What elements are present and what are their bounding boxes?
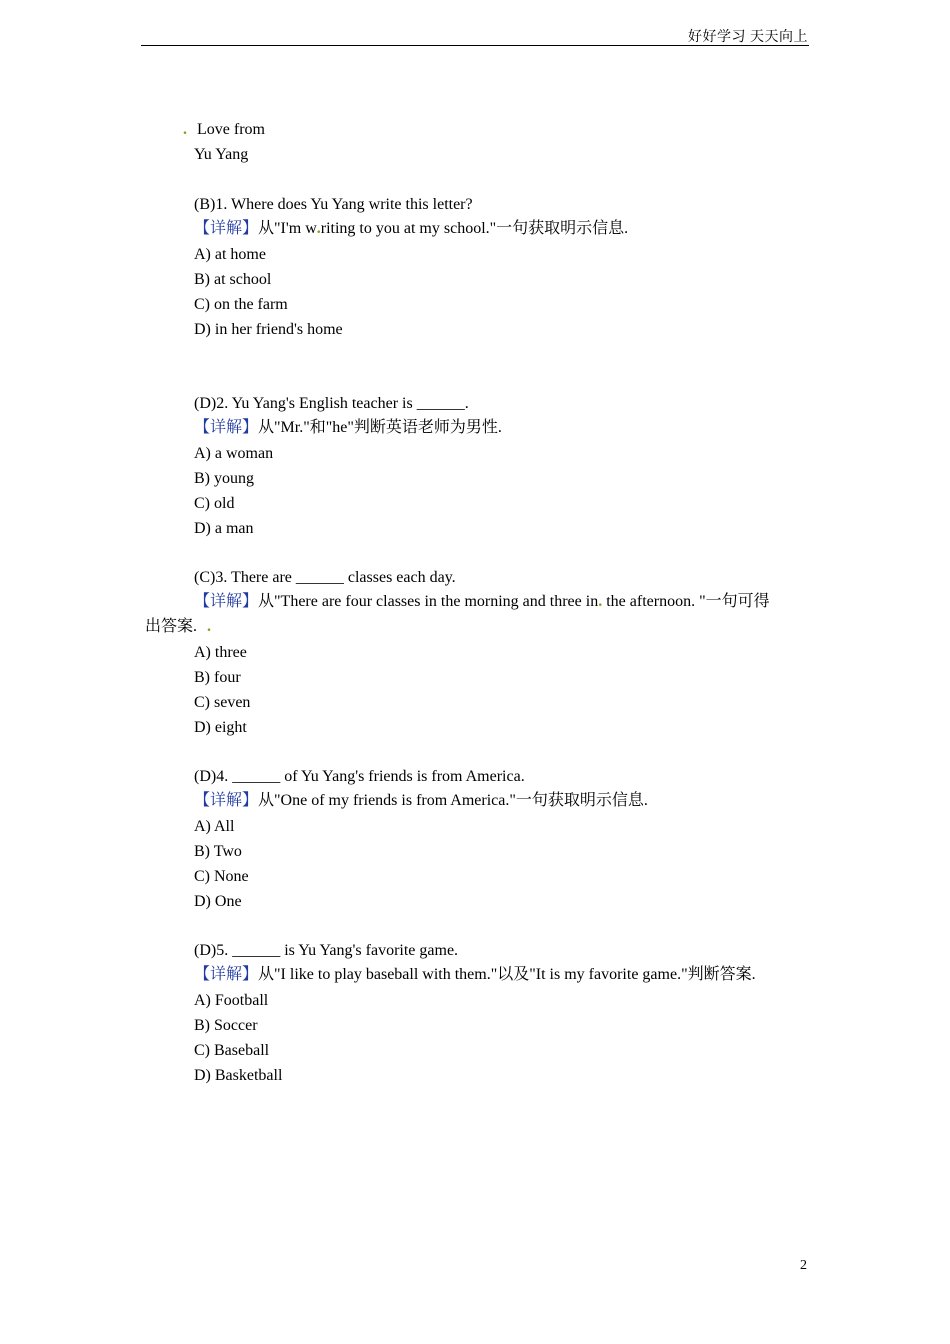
question-1-detail [194, 220, 628, 238]
question-1-option-b: B) at school [194, 271, 272, 288]
question-4-option-d: D) One [194, 893, 242, 910]
detail-tag: 【详解】 [194, 593, 259, 610]
question-4-option-a: A) All [194, 818, 235, 835]
header-motto: 好好学习 天天向上 [688, 30, 808, 45]
page-number: 2 [800, 1258, 807, 1273]
closing-line [183, 121, 265, 139]
detail-tag: 【详解】 [194, 792, 259, 809]
question-3-stem: (C)3. There are ______ classes each day. [194, 569, 456, 586]
question-5-detail [194, 966, 756, 984]
header-divider [141, 45, 809, 46]
detail-text: 从"One of my friends is from America."一句获取明示信息. [258, 792, 648, 809]
artifact-dot: . [207, 618, 212, 635]
question-5-stem: (D)5. ______ is Yu Yang's favorite game. [194, 942, 459, 959]
question-1-stem: (B)1. Where does Yu Yang write this letter? [194, 196, 473, 213]
detail-text: 从"Mr."和"he"判断英语老师为男性. [258, 419, 502, 436]
artifact-dot: . [183, 121, 187, 138]
artifact-dot: . [316, 220, 321, 237]
question-4-stem: (D)4. ______ of Yu Yang's friends is from America. [194, 768, 525, 785]
detail-text-a: 从"There are four classes in the morning and three in [258, 593, 599, 610]
question-3-detail [194, 593, 770, 611]
question-2-option-b: B) young [194, 470, 254, 487]
question-4-option-b: B) Two [194, 843, 242, 860]
letter-closing: Love from [197, 121, 265, 138]
detail-text-c: 出答案. [145, 618, 202, 635]
question-2-option-c: C) old [194, 495, 235, 512]
question-3-option-d: D) eight [194, 719, 247, 736]
question-4-option-c: C) None [194, 868, 249, 885]
detail-tag: 【详解】 [194, 419, 259, 436]
question-1-option-c: C) on the farm [194, 296, 288, 313]
detail-tag: 【详解】 [194, 966, 259, 983]
detail-tag: 【详解】 [194, 220, 259, 237]
question-1-option-d: D) in her friend's home [194, 321, 343, 338]
artifact-dot: . [598, 593, 603, 610]
question-1-option-a: A) at home [194, 246, 266, 263]
question-5-option-b: B) Soccer [194, 1017, 258, 1034]
question-2-option-d: D) a man [194, 520, 254, 537]
question-5-option-c: C) Baseball [194, 1042, 270, 1059]
detail-text-a: 从"I'm w [258, 220, 317, 237]
letter-signature: Yu Yang [194, 146, 249, 163]
detail-text-b: riting to you at my school."一句获取明示信息. [320, 220, 629, 237]
question-5-option-a: A) Football [194, 992, 269, 1009]
question-3-option-b: B) four [194, 669, 241, 686]
question-3-option-a: A) three [194, 644, 247, 661]
question-2-stem: (D)2. Yu Yang's English teacher is ______. [194, 395, 469, 412]
question-4-detail [194, 792, 648, 810]
detail-text-b: the afternoon. "一句可得 [602, 593, 770, 610]
detail-text: 从"I like to play baseball with them."以及"It is my favorite game."判断答案. [258, 966, 756, 983]
question-3-option-c: C) seven [194, 694, 251, 711]
question-3-detail-continued [145, 618, 211, 636]
question-2-option-a: A) a woman [194, 445, 274, 462]
question-5-option-d: D) Basketball [194, 1067, 283, 1084]
question-2-detail [194, 419, 502, 437]
